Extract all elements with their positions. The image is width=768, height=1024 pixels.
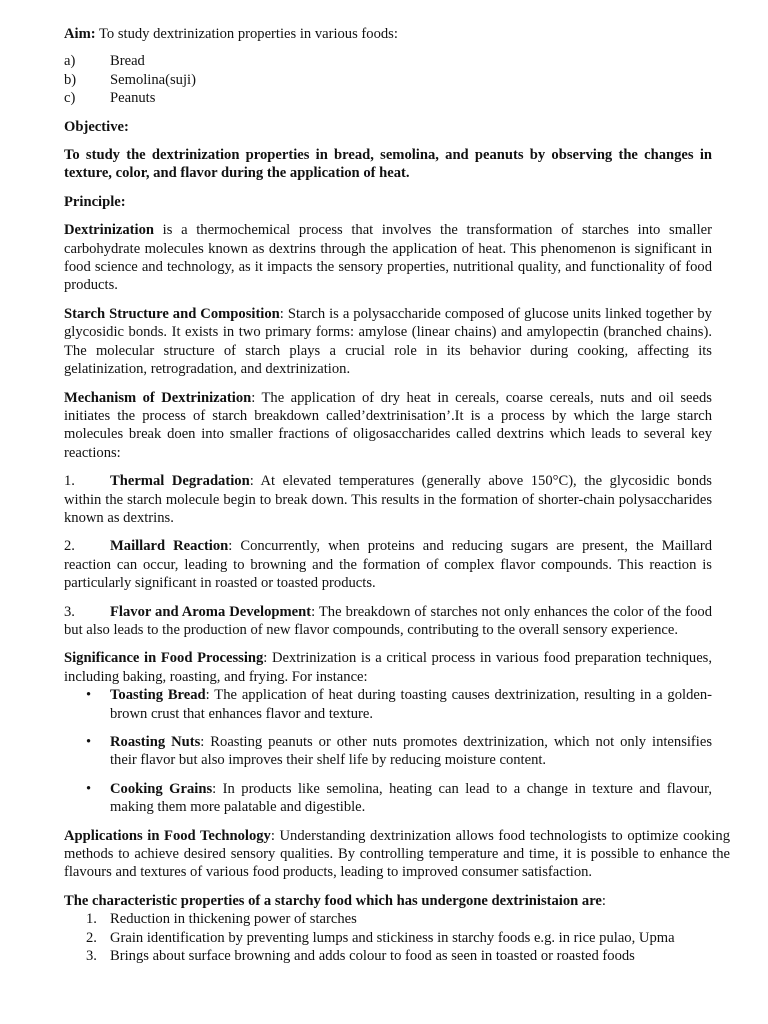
list-number: 2. — [86, 929, 97, 946]
reaction-item — [64, 472, 712, 527]
reaction-item — [64, 603, 712, 640]
applications-text: : Understanding dextrinization allows food technologists to optimize cooking methods to achieve desired sensory qualities. By controlling temperature and time, it is possible to enhance the flavours and textures of various food products, leading to improved consumer satisfaction. — [64, 827, 731, 881]
significance-term: Significance in Food Processing — [64, 650, 264, 667]
list-item-text: Reduction in thickening power of starches — [110, 911, 357, 928]
reaction-number: 1. — [64, 473, 75, 490]
starch-term: Starch Structure and Composition — [64, 305, 280, 322]
list-item — [64, 686, 712, 723]
list-item — [64, 52, 712, 70]
list-item-text: Bread — [110, 53, 145, 70]
objective-heading — [64, 118, 712, 136]
objective-text — [64, 146, 712, 183]
list-item-text: Brings about surface browning and adds colour to food as seen in toasted or roasted foods — [110, 948, 635, 965]
list-item-text: Semolina(suji) — [110, 71, 196, 88]
reaction-text: : At elevated temperatures (generally above 150°C), the glycosidic bonds within the starch molecule begin to break down. This results in the formation of shorter-chain polysaccharides known as dextrins. — [64, 473, 712, 526]
bullet-icon: • — [86, 734, 92, 750]
list-item-text: Grain identification by preventing lumps and stickiness in starchy foods e.g. in rice pulao, Upma — [110, 929, 675, 946]
properties-list — [64, 910, 712, 965]
properties-heading-text: The characteristic properties of a starchy food which has undergone dextrinistaion are — [64, 892, 602, 909]
aim-text: To study dextrinization properties in various foods: — [95, 26, 398, 42]
mechanism-paragraph — [64, 389, 712, 463]
objective-heading-text: Objective: — [64, 118, 129, 135]
dextrinization-text: is a thermochemical process that involves the transformation of starches into smaller carbohydrate molecules known as dextrins through the application of heat. This phenomenon is significant in food science and technology, as it impacts the sensory properties, nutritional quality, and functionality of food products. — [64, 222, 712, 294]
list-item-text: Peanuts — [110, 90, 156, 107]
principle-heading-text: Principle: — [64, 193, 126, 210]
aim-paragraph — [64, 25, 712, 43]
reaction-term: Thermal Degradation — [110, 473, 250, 490]
applications-paragraph — [64, 827, 730, 882]
list-number: 3. — [86, 948, 97, 965]
significance-paragraph — [64, 649, 712, 686]
starch-paragraph — [64, 305, 712, 379]
list-marker: c) — [64, 90, 76, 107]
list-marker: b) — [64, 71, 77, 88]
aim-label: Aim: — [64, 26, 96, 42]
properties-heading-colon: : — [601, 892, 606, 909]
list-marker: a) — [64, 53, 76, 70]
significance-list — [64, 686, 712, 816]
list-item — [64, 910, 712, 928]
reaction-term: Flavor and Aroma Development — [110, 603, 312, 620]
list-number: 1. — [86, 911, 97, 928]
list-item-term: Cooking Grains — [110, 780, 213, 797]
list-item — [64, 947, 712, 965]
reaction-term: Maillard Reaction — [110, 538, 229, 555]
significance-text: : Dextrinization is a critical process in various food preparation techniques, including baking, roasting, and frying. For instance: — [64, 650, 712, 685]
applications-term: Applications in Food Technology — [64, 827, 271, 844]
reaction-text: : Concurrently, when proteins and reducing sugars are present, the Maillard reaction can occur, leading to browning and the formation of complex flavor compounds. This reaction is particularly significant in roasted or toasted products. — [64, 538, 712, 592]
list-item-text: : In products like semolina, heating can lead to a change in texture and flavour, making them more palatable and digestible. — [110, 780, 712, 816]
mechanism-term: Mechanism of Dextrinization — [64, 389, 252, 406]
document-page — [64, 24, 731, 965]
list-item-text: : The application of heat during toasting causes dextrinization, resulting in a golden-brown crust that enhances flavor and texture. — [110, 687, 713, 722]
bullet-icon: • — [86, 780, 92, 797]
reaction-number: 2. — [64, 538, 75, 555]
mechanism-text: : The application of dry heat in cereals, coarse cereals, nuts and oil seeds initiates the process of starch breakdown called’dextrinisation’.It is a process by which the large starch molecules break doen into smaller fractions of oligosaccharides called dextrins which leads to several key reactions: — [64, 389, 712, 461]
bullet-icon: • — [86, 687, 92, 704]
objective-text-bold: To study the dextrinization properties in bread, semolina, and peanuts by observing the changes in texture, color, and flavor during the application of heat. — [64, 147, 712, 182]
list-item — [64, 71, 712, 89]
list-item-term: Toasting Bread — [110, 687, 206, 704]
aim-list — [64, 52, 712, 107]
reaction-item — [64, 537, 712, 592]
starch-text: : Starch is a polysaccharide composed of glucose units linked together by glycosidic bonds. It exists in two primary forms: amylose (linear chains) and amylopectin (branched chains). The molecular structure of starch plays a crucial role in its behavior during cooking, affecting its gelatinization, retrogradation, and dextrinization. — [64, 305, 712, 378]
dextrinization-term: Dextrinization — [64, 222, 154, 239]
reaction-number: 3. — [64, 603, 75, 620]
list-item — [64, 929, 712, 947]
list-item — [64, 89, 712, 107]
principle-heading — [64, 193, 712, 211]
list-item — [64, 780, 712, 817]
list-item — [64, 733, 712, 770]
dextrinization-paragraph — [64, 221, 712, 295]
list-item-text: : Roasting peanuts or other nuts promotes dextrinization, which not only intensifies their flavor but also improves their shelf life by reducing moisture content. — [110, 734, 713, 769]
reaction-text: : The breakdown of starches not only enhances the color of the food but also leads to the production of new flavor compounds, contributing to the overall sensory experience. — [64, 603, 712, 638]
list-item-term: Roasting Nuts — [110, 734, 201, 750]
properties-heading — [64, 892, 712, 910]
